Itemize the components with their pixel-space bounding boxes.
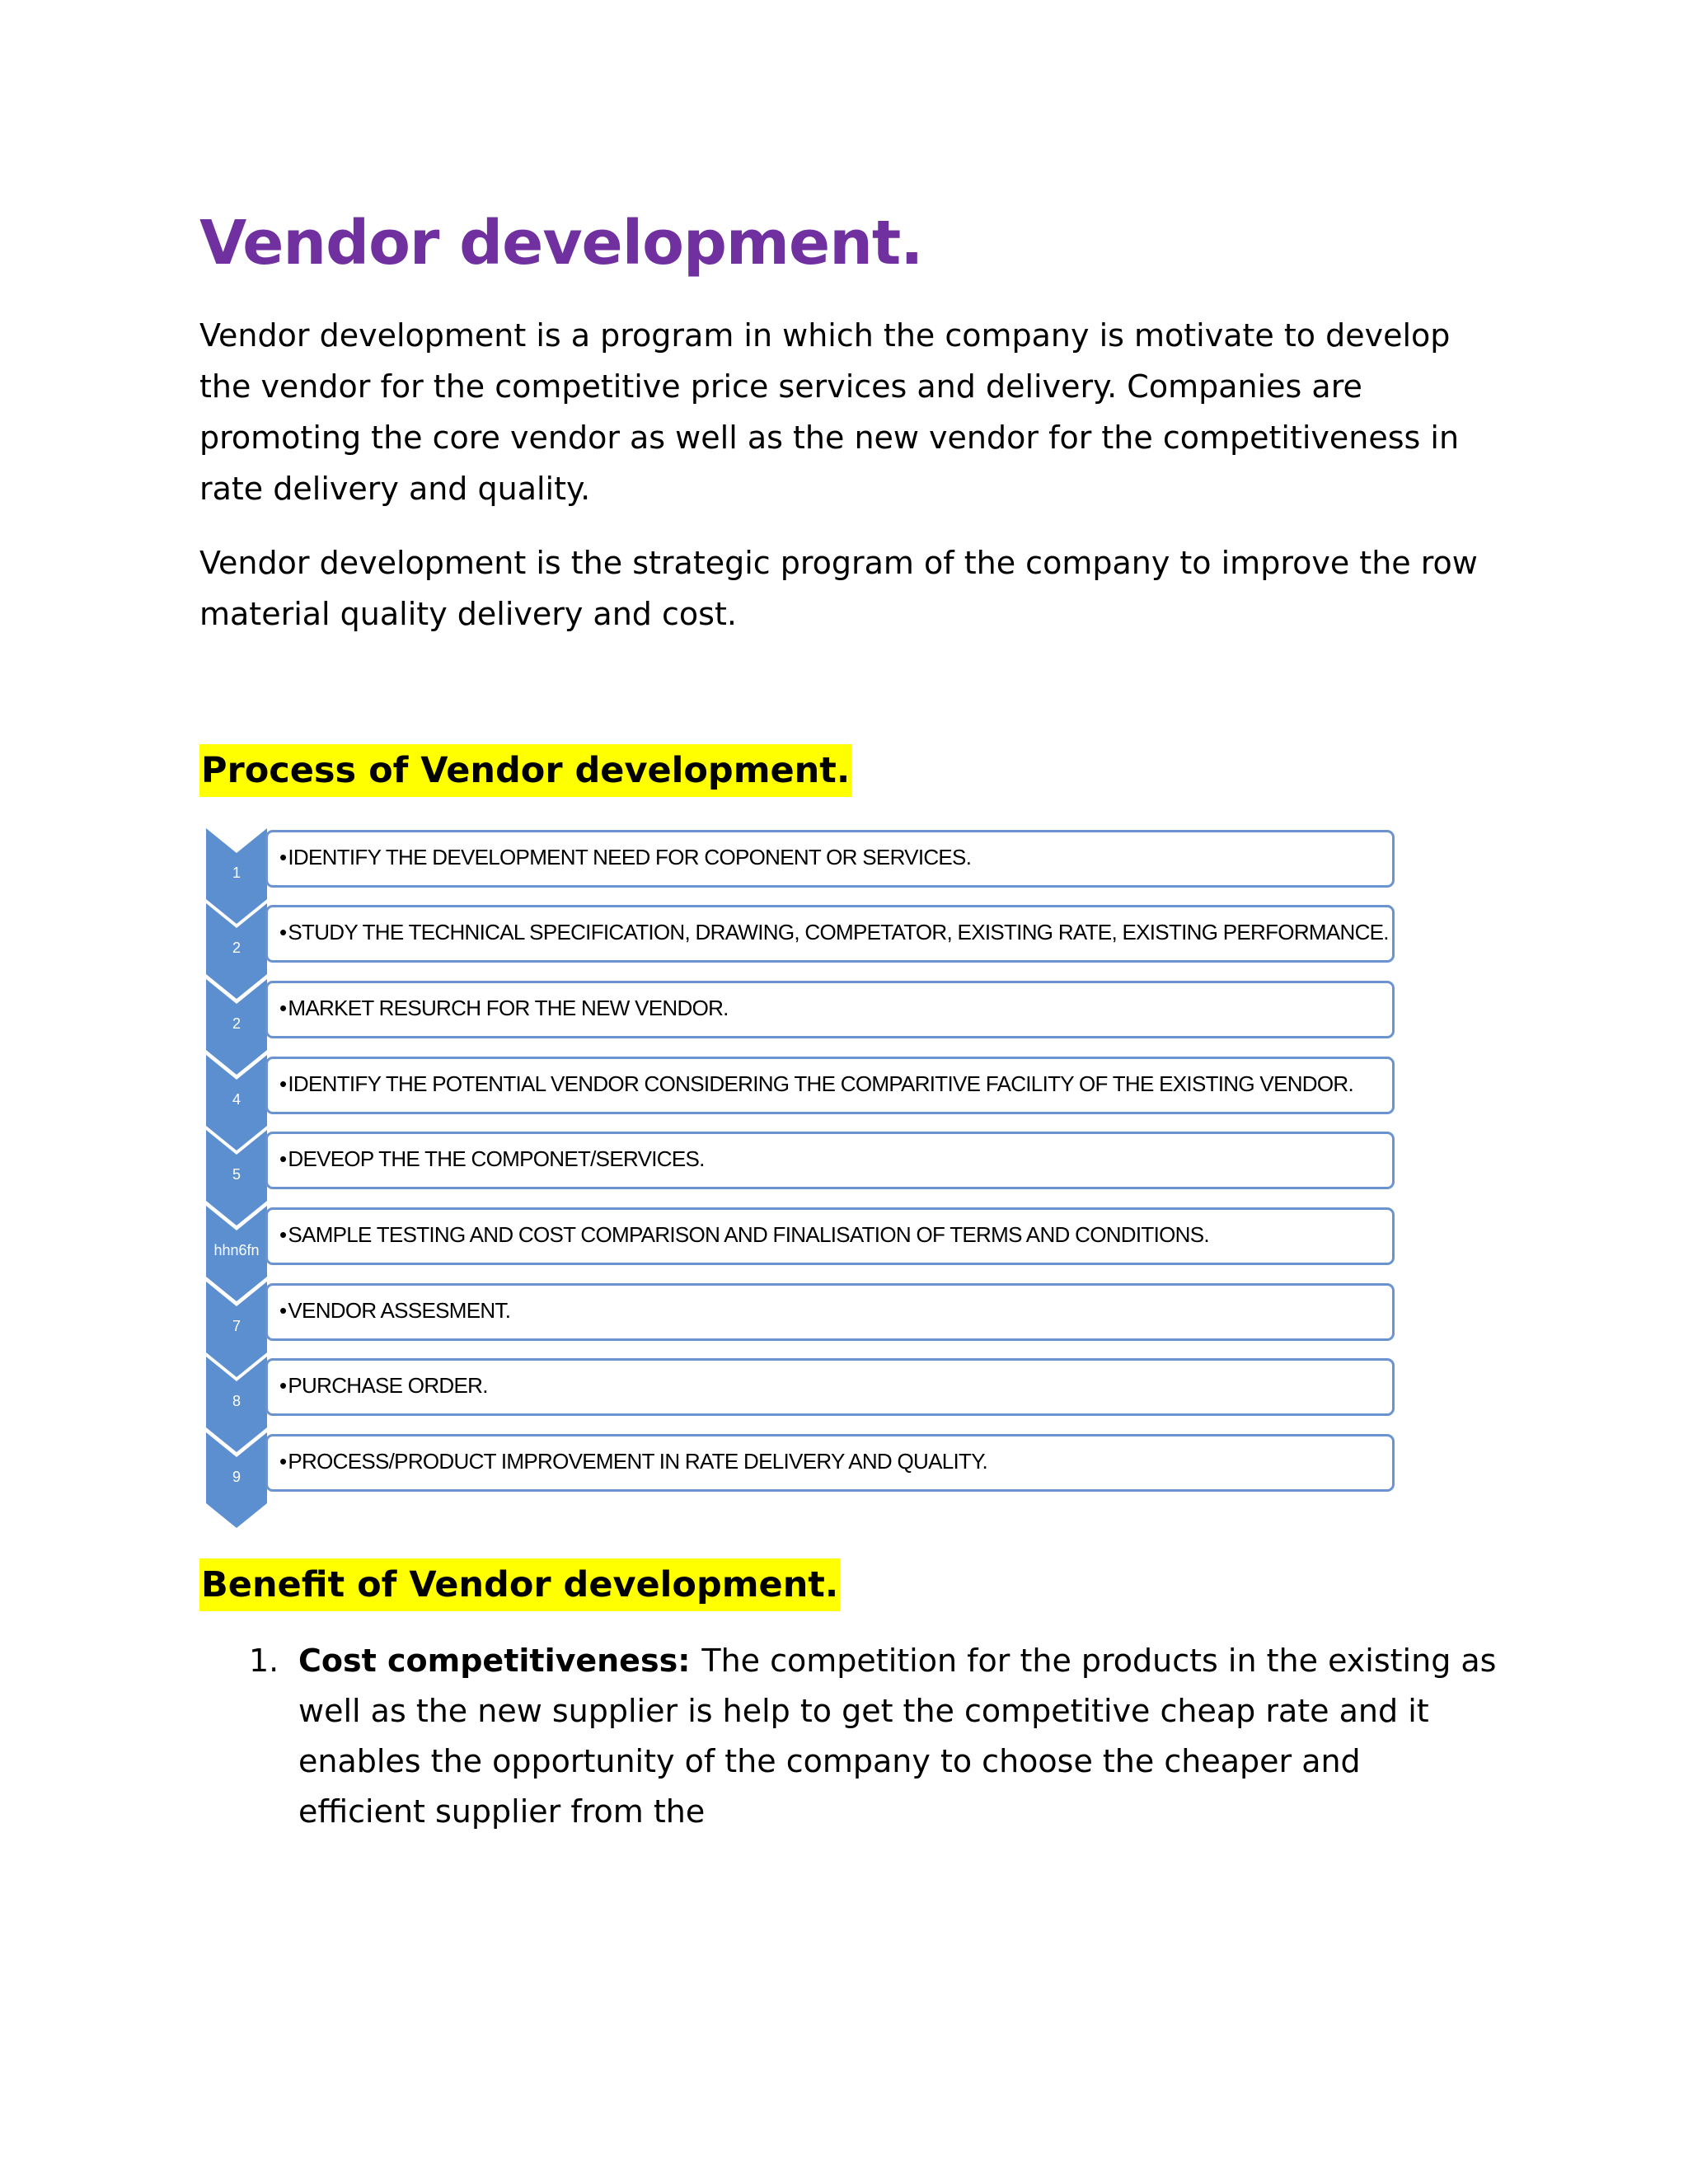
process-step — [206, 1130, 1401, 1192]
process-step — [206, 1432, 1401, 1494]
bullet-icon: • — [279, 1222, 287, 1247]
step-number: 7 — [232, 1318, 241, 1334]
step-number: 2 — [232, 940, 241, 956]
process-step — [206, 1055, 1401, 1117]
step-text: SAMPLE TESTING AND COST COMPARISON AND FINALISATION OF TERMS AND CONDITIONS. — [288, 1222, 1209, 1247]
bullet-icon: • — [279, 1071, 287, 1096]
benefit-line: well as the new supplier is help to get the competitive cheap rate and it — [298, 1693, 1429, 1729]
step-number: hhn6fn — [213, 1242, 260, 1258]
step-text: VENDOR ASSESMENT. — [288, 1298, 511, 1323]
step-text: STUDY THE TECHNICAL SPECIFICATION, DRAWING, COMPETATOR, EXISTING RATE, EXISTING PERFORMANCE. — [288, 920, 1389, 944]
bullet-icon: • — [279, 845, 287, 869]
bullet-icon: • — [279, 1146, 287, 1171]
benefit-heading: Benefit of Vendor development. — [199, 1558, 840, 1611]
benefit-line: The competition for the products in the existing as — [701, 1643, 1497, 1679]
list-number: 1. — [249, 1643, 279, 1679]
step-number: 8 — [232, 1393, 241, 1409]
intro-paragraph-1 — [199, 310, 1526, 514]
benefit-term: Cost competitiveness: — [298, 1643, 691, 1679]
benefit-body — [298, 1636, 1535, 1837]
step-text: DEVEOP THE THE COMPONET/SERVICES. — [288, 1146, 705, 1171]
step-text: PROCESS/PRODUCT IMPROVEMENT IN RATE DELIVERY AND QUALITY. — [288, 1449, 988, 1474]
process-step — [206, 1282, 1401, 1343]
paragraph-line: Vendor development is a program in which the company is motivate to develop — [199, 317, 1451, 354]
step-box — [265, 1057, 1395, 1114]
benefit-line: enables the opportunity of the company to choose the cheaper and — [298, 1743, 1361, 1779]
step-text: IDENTIFY THE DEVELOPMENT NEED FOR COPONENT OR SERVICES. — [288, 845, 972, 869]
process-step — [206, 903, 1401, 965]
step-box — [265, 1132, 1395, 1189]
process-heading: Process of Vendor development. — [199, 744, 851, 797]
bullet-icon: • — [279, 920, 287, 944]
step-box — [265, 1434, 1395, 1492]
bullet-icon: • — [279, 1298, 287, 1323]
step-box — [265, 1283, 1395, 1341]
step-text: IDENTIFY THE POTENTIAL VENDOR CONSIDERING THE COMPARITIVE FACILITY OF THE EXISTING VENDOR. — [288, 1071, 1353, 1096]
process-step — [206, 1206, 1401, 1268]
paragraph-line: promoting the core vendor as well as the new vendor for the competitiveness in — [199, 419, 1460, 456]
process-step — [206, 1357, 1401, 1418]
step-box — [265, 1358, 1395, 1416]
chevron-shape — [206, 1432, 267, 1528]
process-step — [206, 828, 1401, 890]
paragraph-line: the vendor for the competitive price services and delivery. Companies are — [199, 368, 1362, 405]
step-number: 5 — [232, 1166, 241, 1183]
intro-paragraph-2 — [199, 537, 1526, 640]
process-step — [206, 979, 1401, 1041]
paragraph-line: Vendor development is the strategic program of the company to improve the row — [199, 545, 1478, 581]
paragraph-line: material quality delivery and cost. — [199, 596, 737, 632]
bullet-icon: • — [279, 1449, 287, 1474]
process-diagram — [206, 828, 1401, 1529]
step-number: 1 — [232, 865, 241, 881]
step-box — [265, 1207, 1395, 1265]
document-title: Vendor development. — [199, 208, 923, 279]
step-number: 9 — [232, 1469, 241, 1485]
step-box — [265, 830, 1395, 888]
step-number: 4 — [232, 1091, 241, 1108]
step-text: PURCHASE ORDER. — [288, 1373, 488, 1398]
step-number: 2 — [232, 1015, 241, 1032]
step-box — [265, 981, 1395, 1038]
bullet-icon: • — [279, 996, 287, 1020]
bullet-icon: • — [279, 1373, 287, 1398]
benefit-line: efficient supplier from the — [298, 1793, 706, 1830]
step-text: MARKET RESURCH FOR THE NEW VENDOR. — [288, 996, 729, 1020]
step-box — [265, 905, 1395, 963]
paragraph-line: rate delivery and quality. — [199, 471, 591, 507]
